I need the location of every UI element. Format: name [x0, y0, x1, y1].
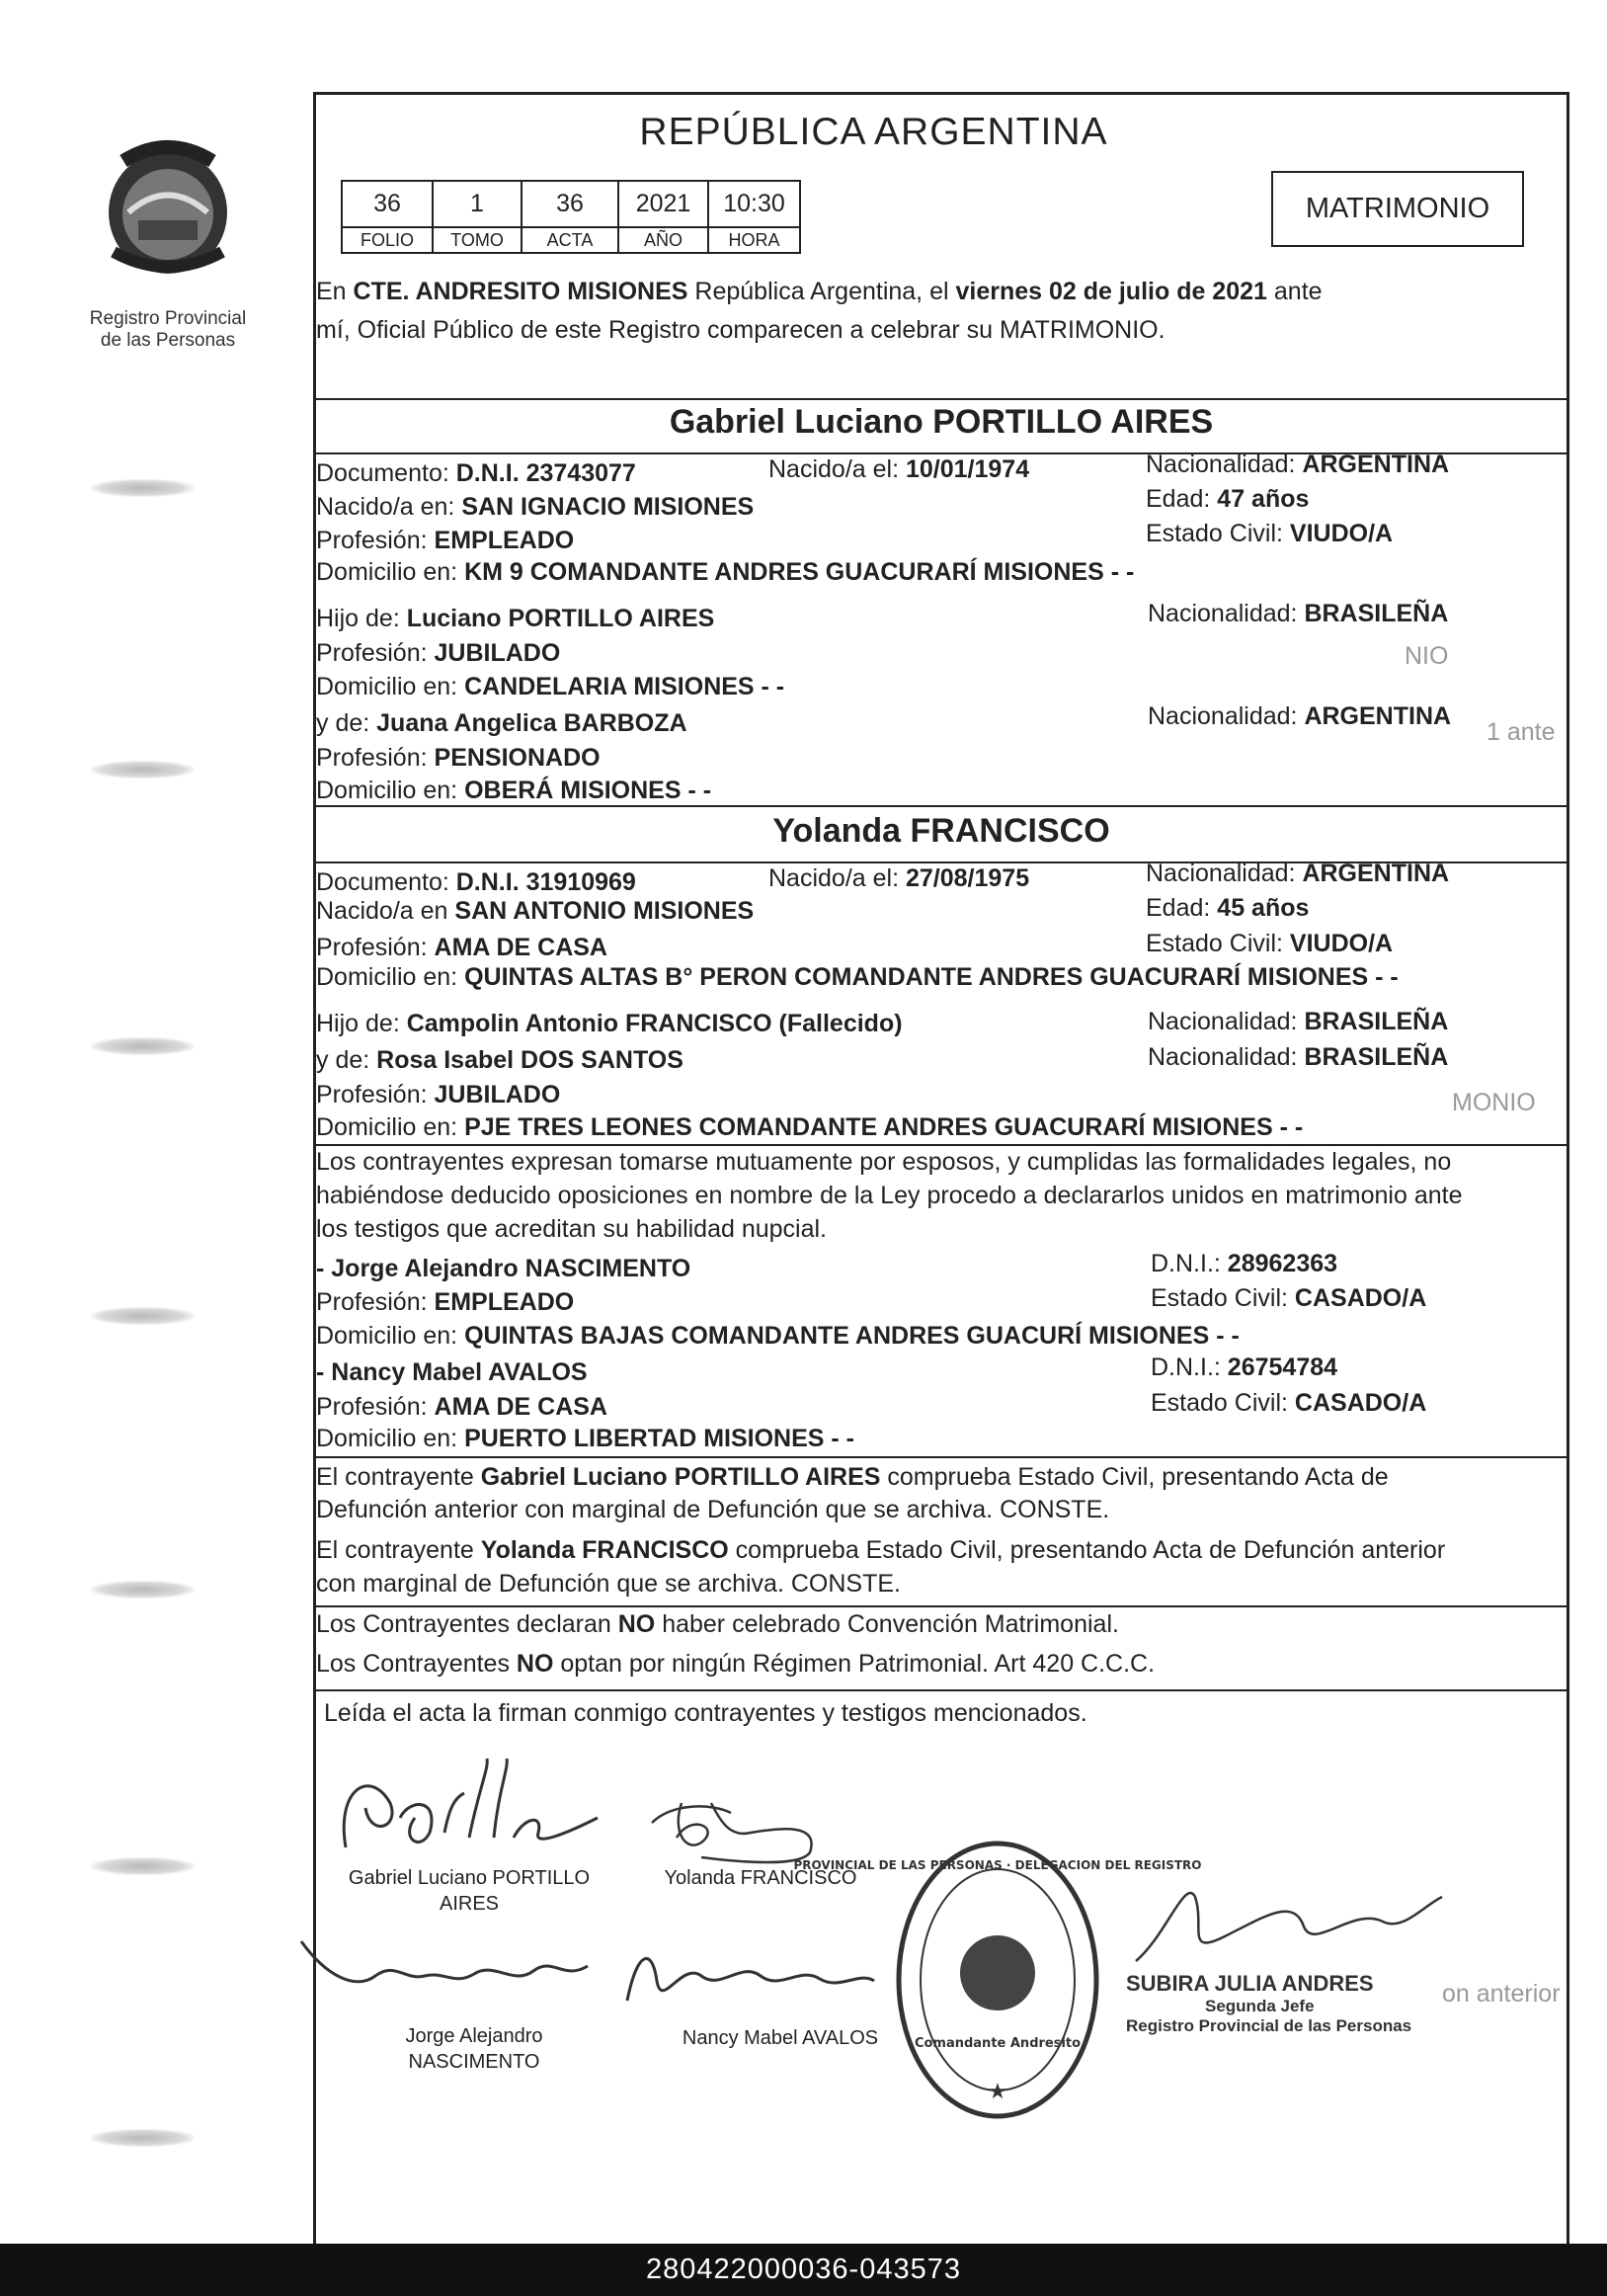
section-divider — [313, 1456, 1569, 1458]
groom-civil-status: Estado Civil: VIUDO/A — [1146, 520, 1394, 547]
bride-signature-label: Yolanda FRANCISCO — [664, 1867, 857, 1889]
bride-father: Hijo de: Campolin Antonio FRANCISCO (Fallecido) — [316, 1010, 903, 1037]
anio-label: AÑO — [618, 227, 708, 253]
anio-value: 2021 — [618, 181, 708, 227]
bride-address: Domicilio en: QUINTAS ALTAS B° PERON COMANDANTE ANDRES GUACURARÍ MISIONES - - — [316, 963, 1399, 991]
note-bride-line-2: con marginal de Defunción que se archiva. CONSTE. — [316, 1570, 901, 1598]
punch-hole-mark — [91, 1857, 195, 1875]
reading-statement: Leída el acta la firman conmigo contrayentes y testigos mencionados. — [324, 1699, 1087, 1727]
witness-1-civil-status: Estado Civil: CASADO/A — [1151, 1284, 1427, 1312]
acta-value: 36 — [522, 181, 618, 227]
ghost-text: MONIO — [1452, 1089, 1536, 1116]
witness-2-address: Domicilio en: PUERTO LIBERTAD MISIONES - - — [316, 1425, 854, 1452]
witness-2-signature — [622, 1941, 879, 2020]
hora-value: 10:30 — [708, 181, 800, 227]
bride-age: Edad: 45 años — [1146, 894, 1310, 922]
bride-mother-profession: Profesión: JUBILADO — [316, 1081, 561, 1108]
section-divider — [313, 1144, 1569, 1146]
ghost-text: NIO — [1405, 642, 1449, 670]
groom-mother-profession: Profesión: PENSIONADO — [316, 744, 601, 772]
bride-civil-status: Estado Civil: VIUDO/A — [1146, 930, 1394, 957]
record-type-box: MATRIMONIO — [1271, 171, 1524, 247]
punch-hole-mark — [91, 1307, 195, 1325]
regime-note: Los Contrayentes NO optan por ningún Régimen Patrimonial. Art 420 C.C.C. — [316, 1650, 1156, 1678]
witness-2-civil-status: Estado Civil: CASADO/A — [1151, 1389, 1427, 1417]
groom-profession: Profesión: EMPLEADO — [316, 527, 575, 554]
officer-stamp: SUBIRA JULIA ANDRES Segunda Jefe Registro Provincial de las Personas — [1126, 1971, 1412, 2035]
bride-mother: y de: Rosa Isabel DOS SANTOS — [316, 1046, 683, 1074]
groom-age: Edad: 47 años — [1146, 485, 1310, 513]
punch-hole-mark — [91, 479, 195, 497]
folio-value: 36 — [342, 181, 433, 227]
note-groom-line-1: El contrayente Gabriel Luciano PORTILLO AIRES comprueba Estado Civil, presentando Acta de — [316, 1463, 1389, 1491]
section-divider — [313, 1689, 1569, 1691]
intro-line-1: En CTE. ANDRESITO MISIONES República Argentina, el viernes 02 de julio de 2021 ante — [316, 278, 1323, 305]
witness-2-name: - Nancy Mabel AVALOS — [316, 1358, 588, 1386]
declaration-line-3: los testigos que acreditan su habilidad nupcial. — [316, 1215, 828, 1243]
punch-hole-mark — [91, 1581, 195, 1599]
witness-2-dni: D.N.I.: 26754784 — [1151, 1353, 1338, 1381]
org-line-1: Registro Provincial — [89, 308, 247, 329]
bride-document: Documento: D.N.I. 31910969 — [316, 868, 636, 896]
groom-document: Documento: D.N.I. 23743077 — [316, 459, 636, 487]
registry-logo — [74, 133, 262, 352]
bride-birthplace: Nacido/a en SAN ANTONIO MISIONES — [316, 897, 755, 925]
org-line-2: de las Personas — [100, 330, 236, 351]
note-groom-line-2: Defunción anterior con marginal de Defunción que se archiva. CONSTE. — [316, 1496, 1110, 1523]
bride-nationality: Nacionalidad: ARGENTINA — [1146, 860, 1450, 887]
groom-father-nationality: Nacionalidad: BRASILEÑA — [1148, 600, 1449, 627]
declaration-line-2: habiéndose deducido oposiciones en nombre de la Ley procedo a declararlos unidos en matrimonio ante — [316, 1182, 1463, 1209]
groom-mother-nationality: Nacionalidad: ARGENTINA — [1148, 702, 1452, 730]
folio-label: FOLIO — [342, 227, 433, 253]
witness-1-signature — [296, 1936, 593, 2025]
groom-birthplace: Nacido/a en: SAN IGNACIO MISIONES — [316, 493, 755, 521]
groom-address: Domicilio en: KM 9 COMANDANTE ANDRES GUACURARÍ MISIONES - - — [316, 558, 1135, 586]
groom-father-profession: Profesión: JUBILADO — [316, 639, 561, 667]
bride-profession: Profesión: AMA DE CASA — [316, 934, 607, 961]
convention-note: Los Contrayentes declaran NO haber celebrado Convención Matrimonial. — [316, 1610, 1119, 1638]
bride-birth-date: Nacido/a el: 27/08/1975 — [768, 864, 1030, 892]
province-seal-icon — [94, 133, 242, 282]
bride-father-nationality: Nacionalidad: BRASILEÑA — [1148, 1008, 1449, 1035]
svg-text:★: ★ — [988, 2079, 1007, 2103]
groom-nationality: Nacionalidad: ARGENTINA — [1146, 451, 1450, 478]
groom-signature — [331, 1749, 617, 1877]
section-divider — [313, 1605, 1569, 1607]
witness-2-profession: Profesión: AMA DE CASA — [316, 1393, 607, 1421]
tomo-value: 1 — [433, 181, 522, 227]
punch-hole-mark — [91, 761, 195, 779]
official-seal-stamp — [793, 1840, 1202, 2121]
svg-text:PROVINCIAL DE LAS PERSONAS · D: PROVINCIAL DE LAS PERSONAS · DELEGACION DEL REGISTRO — [793, 1858, 1202, 1872]
intro-line-2: mí, Oficial Público de este Registro comparecen a celebrar su MATRIMONIO. — [316, 316, 1165, 344]
punch-hole-mark — [91, 2129, 195, 2147]
document-code-bar: 280422000036-043573 — [0, 2244, 1607, 2296]
hora-label: HORA — [708, 227, 800, 253]
acta-label: ACTA — [522, 227, 618, 253]
groom-signature-label: Gabriel Luciano PORTILLO AIRES — [348, 1867, 591, 1915]
section-divider — [313, 398, 1569, 400]
declaration-line-1: Los contrayentes expresan tomarse mutuamente por esposos, y cumplidas las formalidades legales, no — [316, 1148, 1452, 1176]
bride-mother-address: Domicilio en: PJE TRES LEONES COMANDANTE ANDRES GUACURARÍ MISIONES - - — [316, 1113, 1304, 1141]
groom-birth-date: Nacido/a el: 10/01/1974 — [768, 455, 1030, 483]
witness-1-address: Domicilio en: QUINTAS BAJAS COMANDANTE ANDRES GUACURÍ MISIONES - - — [316, 1322, 1240, 1350]
witness-1-name: - Jorge Alejandro NASCIMENTO — [316, 1255, 691, 1282]
groom-father: Hijo de: Luciano PORTILLO AIRES — [316, 605, 715, 632]
section-divider — [313, 805, 1569, 807]
groom-mother: y de: Juana Angelica BARBOZA — [316, 709, 687, 737]
witness-2-signature-label: Nancy Mabel AVALOS — [682, 2027, 879, 2049]
officer-signature — [1126, 1867, 1452, 1986]
groom-father-address: Domicilio en: CANDELARIA MISIONES - - — [316, 673, 785, 700]
registry-table — [341, 180, 801, 254]
note-bride-line-1: El contrayente Yolanda FRANCISCO comprueba Estado Civil, presentando Acta de Defunción anterior — [316, 1536, 1446, 1564]
ghost-text: on anterior — [1442, 1980, 1561, 2008]
tomo-label: TOMO — [433, 227, 522, 253]
witness-1-dni: D.N.I.: 28962363 — [1151, 1250, 1338, 1277]
groom-name-heading: Gabriel Luciano PORTILLO AIRES — [669, 403, 1214, 441]
groom-mother-address: Domicilio en: OBERÁ MISIONES - - — [316, 777, 712, 804]
witness-1-signature-label: Jorge Alejandro NASCIMENTO — [405, 2025, 543, 2073]
svg-text:Comandante Andresito: Comandante Andresito — [914, 2036, 1082, 2051]
document-title: REPÚBLICA ARGENTINA — [639, 111, 1108, 153]
witness-1-profession: Profesión: EMPLEADO — [316, 1288, 575, 1316]
bride-name-heading: Yolanda FRANCISCO — [772, 812, 1110, 850]
punch-hole-mark — [91, 1037, 195, 1055]
bride-mother-nationality: Nacionalidad: BRASILEÑA — [1148, 1043, 1449, 1071]
ghost-text: 1 ante — [1486, 718, 1556, 746]
